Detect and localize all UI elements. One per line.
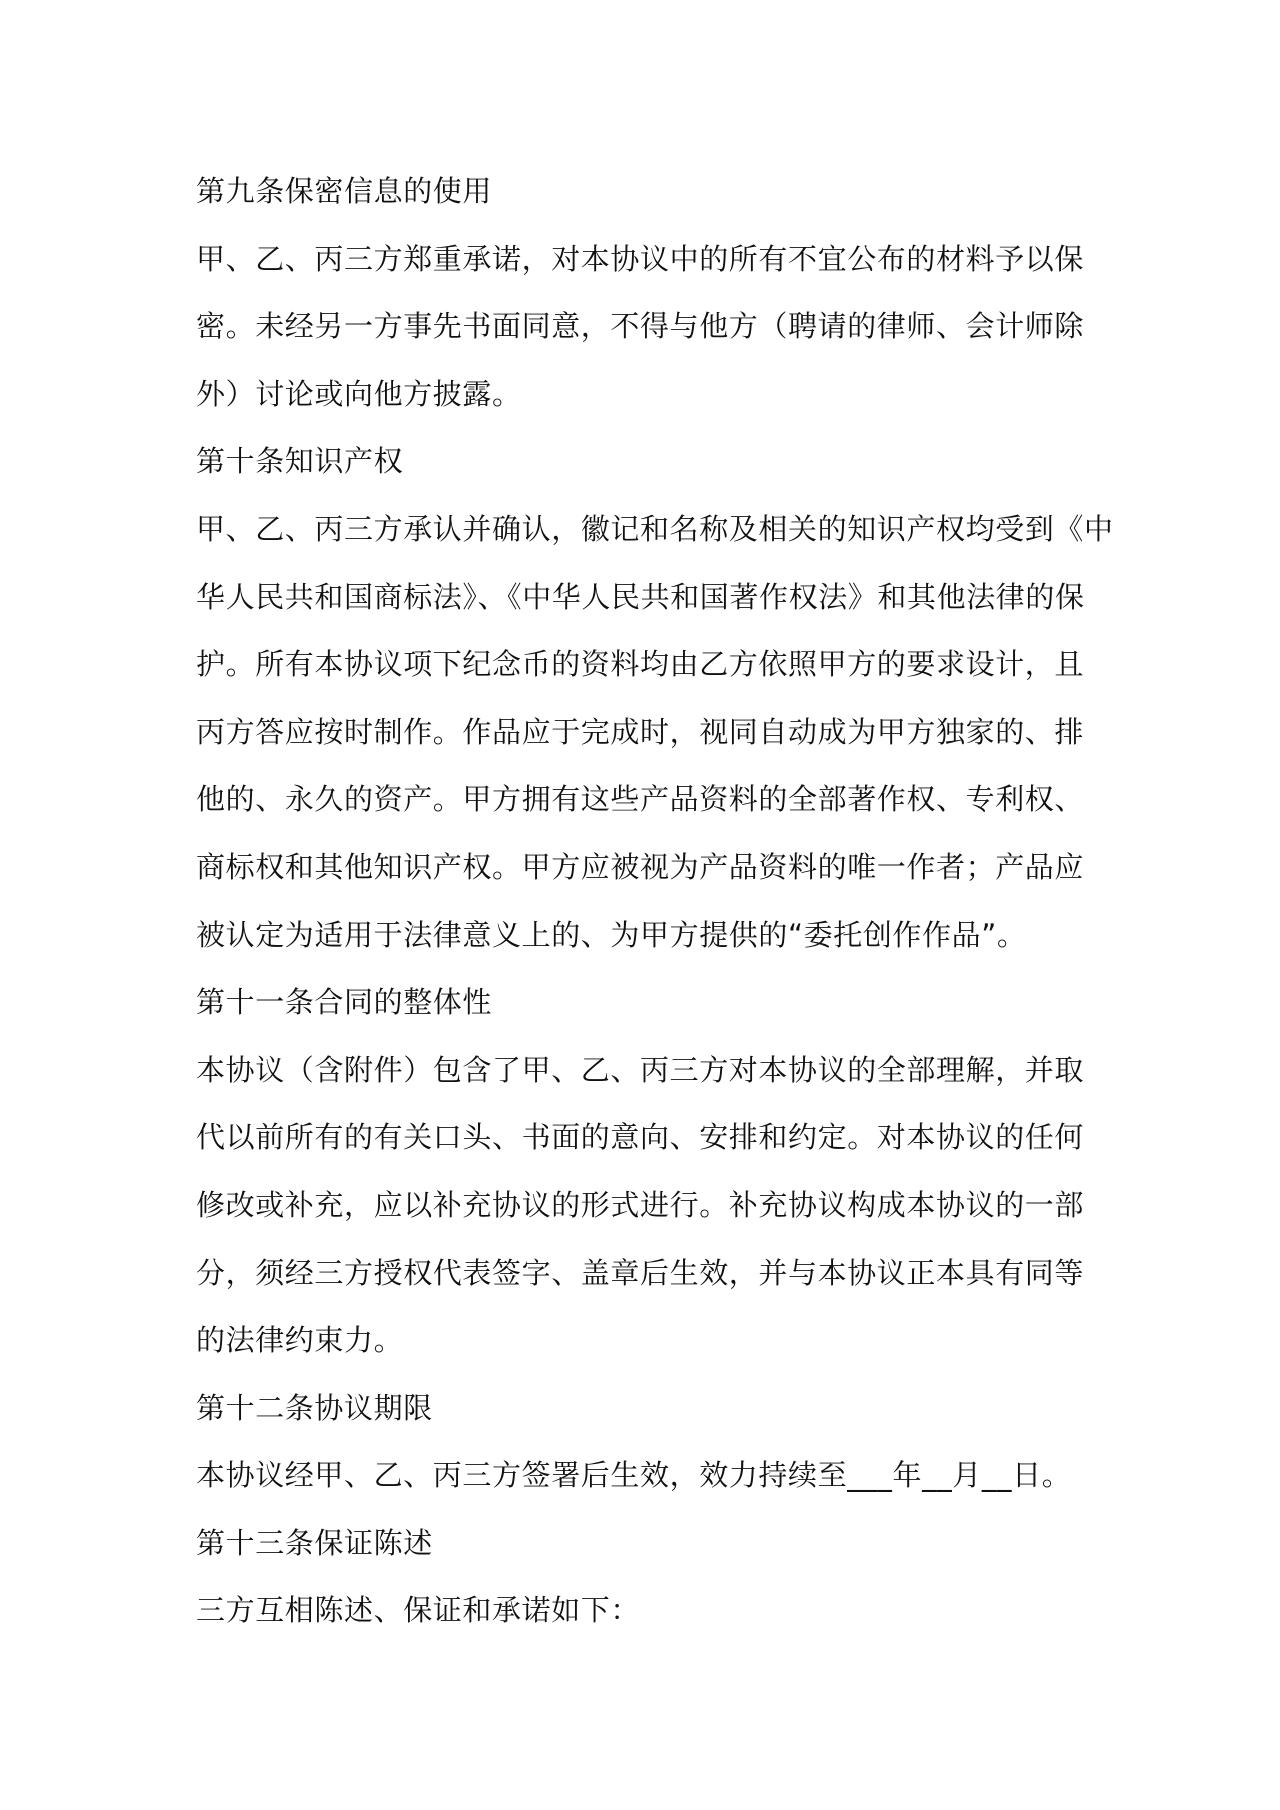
- paragraph-line: 他的、永久的资产。甲方拥有这些产品资料的全部著作权、专利权、: [196, 782, 1085, 817]
- section-heading-10: 第十条知识产权: [196, 444, 404, 479]
- section-heading-9: 第九条保密信息的使用: [196, 174, 493, 208]
- paragraph-line: 甲、乙、丙三方承认并确认，徽记和名称及相关的知识产权均受到《中: [196, 511, 1114, 546]
- paragraph-line: 护。所有本协议项下纪念币的资料均由乙方依照甲方的要求设计，且: [196, 647, 1085, 682]
- paragraph-line: 分，须经三方授权代表签字、盖章后生效，并与本协议正本具有同等: [196, 1255, 1085, 1290]
- paragraph-line: 外）讨论或向他方披露。: [196, 376, 522, 411]
- paragraph-line: 本协议经甲、乙、丙三方签署后生效，效力持续至___年__月__日。: [196, 1458, 1072, 1493]
- paragraph-line: 甲、乙、丙三方郑重承诺，对本协议中的所有不宜公布的材料予以保: [196, 241, 1085, 276]
- paragraph-line: 代以前所有的有关口头、书面的意向、安排和约定。对本协议的任何: [196, 1120, 1085, 1155]
- paragraph-line: 修改或补充，应以补充协议的形式进行。补充协议构成本协议的一部: [196, 1187, 1085, 1222]
- paragraph-line: 被认定为适用于法律意义上的、为甲方提供的“委托创作作品”。: [196, 917, 1027, 952]
- document-page: [196, 158, 1114, 1645]
- paragraph-line: 密。未经另一方事先书面同意，不得与他方（聘请的律师、会计师除: [196, 309, 1085, 344]
- section-heading-11: 第十一条合同的整体性: [196, 985, 493, 1020]
- paragraph-line: 华人民共和国商标法》、《中华人民共和国著作权法》和其他法律的保: [196, 579, 1085, 614]
- paragraph-line: 本协议（含附件）包含了甲、乙、丙三方对本协议的全部理解，并取: [196, 1052, 1085, 1087]
- paragraph-line: 丙方答应按时制作。作品应于完成时，视同自动成为甲方独家的、排: [196, 714, 1085, 749]
- section-heading-12: 第十二条协议期限: [196, 1390, 433, 1425]
- paragraph-line: 三方互相陈述、保证和承诺如下：: [196, 1593, 641, 1628]
- paragraph-line: 的法律约束力。: [196, 1323, 404, 1358]
- paragraph-line: 商标权和其他知识产权。甲方应被视为产品资料的唯一作者；产品应: [196, 849, 1085, 884]
- section-heading-13: 第十三条保证陈述: [196, 1525, 433, 1560]
